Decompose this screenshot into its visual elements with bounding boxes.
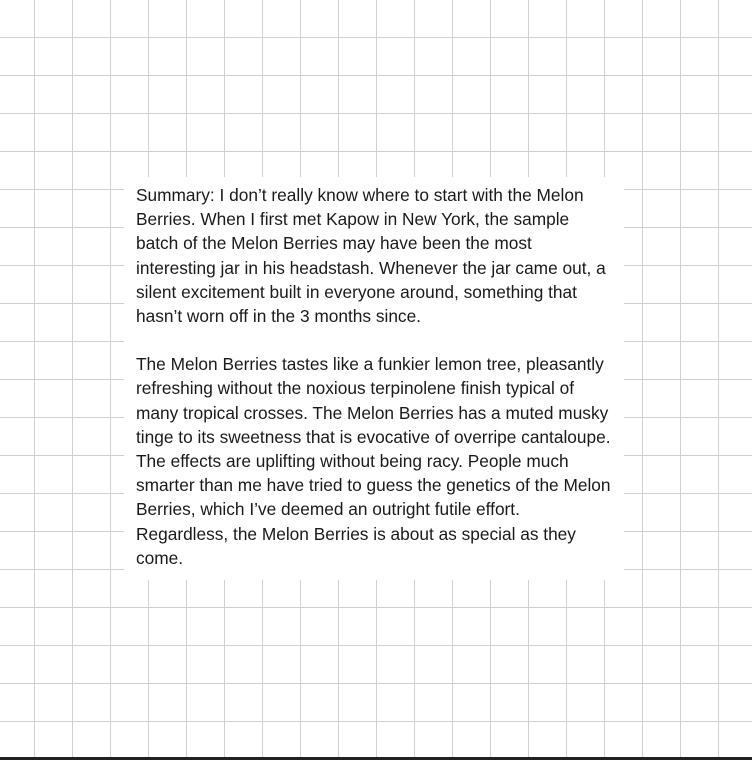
summary-paragraph: Summary: I don’t really know where to start with the Melon Berries. When I first met Kapow in New York, the sample batch of the Melon Berries may have been the most interesting jar in his headstash. Whenever the jar came out, a silent excitement built in everyone around, something that hasn’t worn off in the 3 months since. [136,185,606,327]
description-paragraph: The Melon Berries tastes like a funkier lemon tree, pleasantly refreshing without the noxious terpinolene finish typical of many tropical crosses. The Melon Berries has a muted musky tinge to its sweetness that is evocative of overripe cantaloupe. The effects are uplifting without being racy. People much smarter than me have tried to guess the genetics of the Melon Berries, which I’ve deemed an outright futile effort. Regardless, the Melon Berries is about as special as they come. [136,354,611,568]
text-card [124,177,624,580]
